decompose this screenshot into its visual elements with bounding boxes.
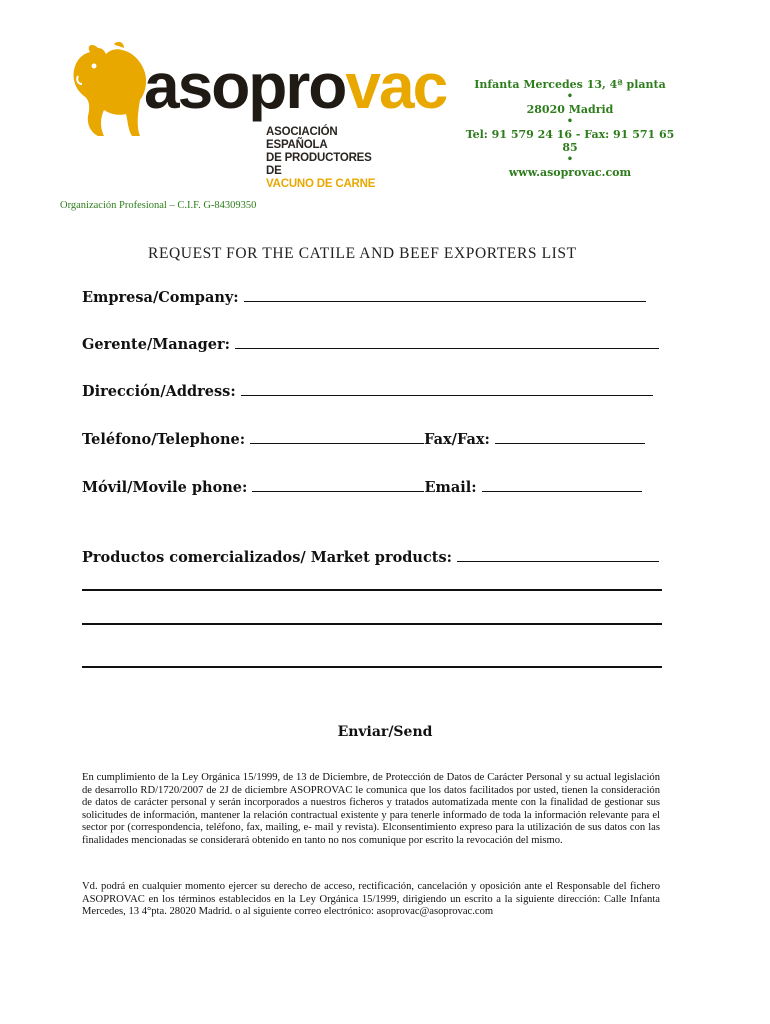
company-label: Empresa/Company: xyxy=(82,289,239,306)
legal-paragraph-2: Vd. podrá en cualquier momento ejercer su derecho de acceso, rectificación, cancelación y oposición ante el Responsable del fichero ASOPROVAC en los términos establecidos en la Ley Orgánica 15/1999, dirigiendo un escrito a la siguiente dirección: Calle Infanta Mercedes, 13 4°pta. 28020 Madrid. o al siguiente correo electrónico: asoprovac@asoprovac.com xyxy=(82,881,660,918)
bull-logo-icon xyxy=(70,40,150,140)
contact-city: 28020 Madrid xyxy=(526,103,614,116)
brand-wordmark xyxy=(144,50,447,122)
bullet-icon: • xyxy=(566,91,574,102)
brand-accent: vac xyxy=(345,50,447,122)
manager-field[interactable] xyxy=(235,334,659,349)
fax-field[interactable] xyxy=(495,429,645,444)
telephone-field[interactable] xyxy=(250,429,424,444)
mobile-field[interactable] xyxy=(252,477,424,492)
email-label: Email: xyxy=(424,479,477,496)
products-line-2[interactable] xyxy=(82,623,662,625)
telephone-row xyxy=(82,429,645,448)
form-title: REQUEST FOR THE CATILE AND BEEF EXPORTERS LIST xyxy=(148,245,577,262)
brand-sub-line3: VACUNO DE CARNE xyxy=(266,178,376,190)
org-line: Organización Profesional – C.I.F. G-84309350 xyxy=(60,200,257,211)
company-field[interactable] xyxy=(244,287,646,302)
bullet-icon: • xyxy=(566,154,574,165)
telephone-label: Teléfono/Telephone: xyxy=(82,431,246,448)
mobile-row xyxy=(82,477,642,496)
mobile-label: Móvil/Movile phone: xyxy=(82,479,248,496)
send-button[interactable]: Enviar/Send xyxy=(337,724,433,740)
products-line-3[interactable] xyxy=(82,666,662,668)
brand-subtitle xyxy=(266,126,386,191)
bullet-icon: • xyxy=(566,116,574,127)
email-field[interactable] xyxy=(482,477,642,492)
products-line-1[interactable] xyxy=(82,589,662,591)
manager-label: Gerente/Manager: xyxy=(82,336,230,353)
fax-label: Fax/Fax: xyxy=(424,431,490,448)
address-row xyxy=(82,381,653,400)
address-field[interactable] xyxy=(241,381,653,396)
legal-paragraph-1: En cumplimiento de la Ley Orgánica 15/1999, de 13 de Diciembre, de Protección de Datos de Carácter Personal y su actual legislación de desarrollo RD/1720/2007 de 2J de diciembre ASOPROVAC le comunica que los datos facilitados por usted, tienen la consideración de datos de carácter personal y serán incorporados a nuestros ficheros y tratados automatizada mente con la finalidad de gestionar sus solicitudes de información, mantener la relación contractual existente y para tenerle informado de toda la información relevante para el sector por (correspondencia, teléfono, fax, mailing, e- mail y revista). Elconsentimiento expreso para la utilización de sus datos con las finalidades mencionadas se considerará obtenido en tanto no nos comunique por escrito la revocación del mismo. xyxy=(82,772,660,846)
company-row xyxy=(82,287,646,306)
products-label: Productos comercializados/ Market products: xyxy=(82,549,452,566)
address-label: Dirección/Address: xyxy=(82,383,236,400)
products-field[interactable] xyxy=(457,547,659,562)
contact-phone: Tel: 91 579 24 16 - Fax: 91 571 65 85 xyxy=(465,128,675,154)
products-row xyxy=(82,547,659,566)
logo xyxy=(70,40,447,190)
brand-main: asopro xyxy=(144,50,346,122)
brand-sub-line2: DE PRODUCTORES DE xyxy=(266,152,372,177)
brand-sub-line1: ASOCIACIÓN ESPAÑOLA xyxy=(266,126,338,151)
contact-block xyxy=(460,78,680,179)
manager-row xyxy=(82,334,659,353)
contact-address: Infanta Mercedes 13, 4ª planta xyxy=(474,78,666,91)
contact-web[interactable]: www.asoprovac.com xyxy=(508,166,632,179)
